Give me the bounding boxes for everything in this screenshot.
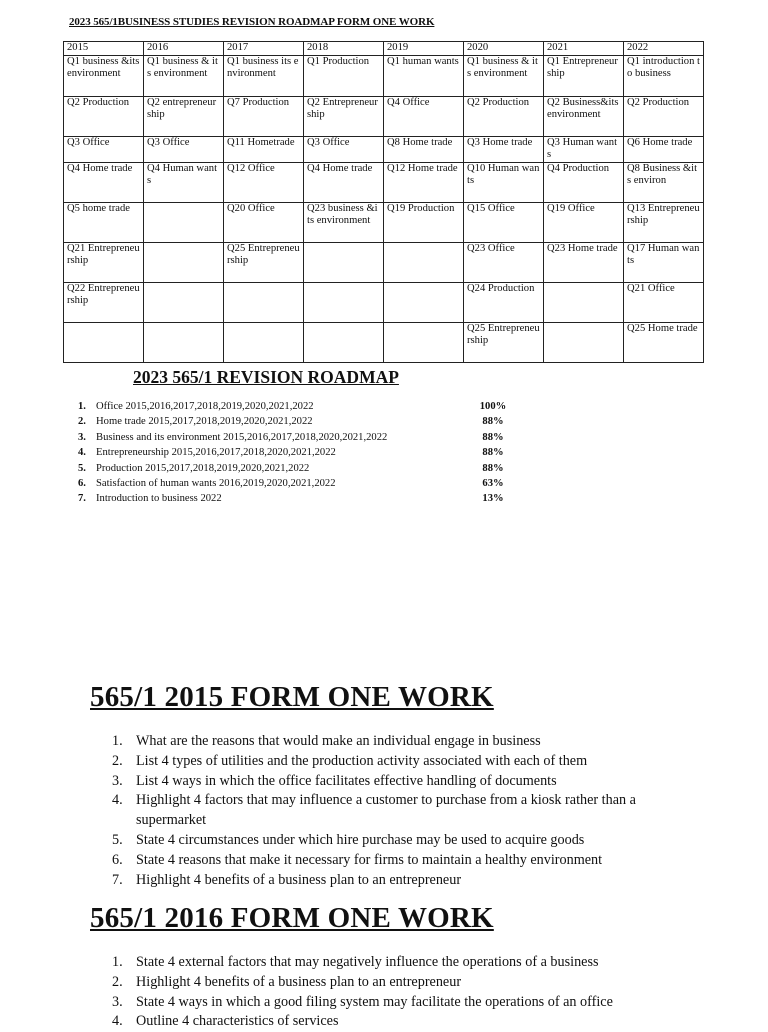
list-item: [78, 491, 518, 506]
table-cell: Q5 home trade: [64, 203, 144, 243]
question-text: What are the reasons that would make an individual engage in business: [136, 733, 541, 749]
table-cell: Q2 Entrepreneurship: [304, 97, 384, 137]
item-number: 1.: [78, 401, 86, 412]
question-text: Highlight 4 benefits of a business plan to an entrepreneur: [136, 871, 462, 888]
table-cell: [144, 243, 224, 283]
table-row: [64, 137, 704, 163]
table-cell: [224, 323, 304, 363]
question-list-2016: [112, 953, 672, 1032]
table-cell: Q7 Production: [224, 97, 304, 137]
table-cell: [224, 283, 304, 323]
table-cell: Q4 Home trade: [304, 163, 384, 203]
question-text: State 4 circumstances under which hire purchase may be used to acquire goods: [136, 831, 585, 848]
past-papers-table: [63, 41, 704, 363]
table-cell: Q20 Office: [224, 203, 304, 243]
table-cell: Q22 Entrepreneurship: [64, 283, 144, 323]
table-row: [64, 203, 704, 243]
item-percentage: 88%: [482, 462, 504, 474]
list-item: [78, 461, 518, 476]
table-header-row: [64, 42, 704, 56]
list-item: [78, 430, 518, 445]
list-item: [78, 399, 518, 414]
table-cell: [544, 283, 624, 323]
table-cell: Q6 Home trade: [624, 137, 704, 163]
list-item: [112, 993, 672, 1013]
table-cell: Q12 Home trade: [384, 163, 464, 203]
table-cell: Q3 Office: [304, 137, 384, 163]
item-percentage: 63%: [482, 478, 504, 490]
question-number: 3.: [112, 993, 123, 1010]
table-cell: Q1 business its environment: [224, 56, 304, 97]
list-item: [112, 772, 672, 792]
question-number: 2.: [112, 752, 123, 769]
table-cell: Q25 Entrepreneurship: [464, 323, 544, 363]
item-text: Entrepreneurship 2015,2016,2017,2018,2020,2021,2022: [96, 447, 336, 459]
table-cell: Q21 Office: [624, 283, 704, 323]
table-cell: Q2 Production: [624, 97, 704, 137]
column-header: 2017: [224, 42, 304, 56]
question-number: 3.: [112, 772, 123, 789]
column-header: 2018: [304, 42, 384, 56]
item-number: 3.: [78, 431, 86, 443]
table-cell: Q1 business &its environment: [64, 56, 144, 97]
question-text: Outline 4 characteristics of services: [136, 1013, 339, 1030]
column-header: 2020: [464, 42, 544, 56]
table-cell: [144, 323, 224, 363]
table-cell: Q3 Human wants: [544, 137, 624, 163]
list-item: [78, 445, 518, 460]
table-cell: Q8 Business &its environ: [624, 163, 704, 203]
table-cell: [144, 283, 224, 323]
table-row: [64, 56, 704, 97]
item-text: Satisfaction of human wants 2016,2019,2020,2021,2022: [96, 478, 336, 490]
column-header: 2022: [624, 42, 704, 56]
table-cell: Q23 Home trade: [544, 243, 624, 283]
table-row: [64, 283, 704, 323]
question-number: 2.: [112, 973, 123, 990]
item-number: 6.: [78, 478, 86, 490]
table-cell: Q1 Entrepreneurship: [544, 56, 624, 97]
column-header: 2016: [144, 42, 224, 56]
list-item: [112, 752, 672, 772]
question-number: 4.: [112, 792, 123, 809]
question-number: 5.: [112, 831, 123, 848]
list-item: [112, 871, 672, 891]
table-cell: Q1 introduction to business: [624, 56, 704, 97]
table-cell: [64, 323, 144, 363]
item-percentage: 13%: [482, 493, 504, 505]
table-cell: Q4 Office: [384, 97, 464, 137]
list-item: [112, 1012, 672, 1032]
question-text: Highlight 4 benefits of a business plan to an entrepreneur: [136, 973, 462, 990]
table-cell: Q10 Human wants: [464, 163, 544, 203]
table-cell: [384, 323, 464, 363]
item-text: Production 2015,2017,2018,2019,2020,2021,2022: [96, 462, 310, 474]
table-cell: Q2 Production: [464, 97, 544, 137]
item-percentage: 100%: [479, 401, 507, 412]
question-number: 6.: [112, 851, 123, 868]
table-cell: Q13 Entrepreneurship: [624, 203, 704, 243]
table-row: [64, 163, 704, 203]
table-cell: Q1 Production: [304, 56, 384, 97]
question-text: Highlight 4 factors that may influence a customer to purchase from a kiosk rather than a supermarket: [136, 792, 636, 829]
section-title-2015: 565/1 2015 FORM ONE WORK: [90, 681, 494, 713]
table-row: [64, 243, 704, 283]
table-cell: Q23 Office: [464, 243, 544, 283]
question-number: 7.: [112, 871, 123, 888]
list-item: [112, 791, 672, 831]
list-item: [112, 953, 672, 973]
table-row: [64, 323, 704, 363]
table-cell: [384, 283, 464, 323]
table-cell: Q4 Production: [544, 163, 624, 203]
table-cell: Q25 Entrepreneurship: [224, 243, 304, 283]
question-text: State 4 reasons that make it necessary for firms to maintain a healthy environment: [136, 851, 603, 868]
table-cell: Q4 Home trade: [64, 163, 144, 203]
list-item: [112, 831, 672, 851]
question-number: 4.: [112, 1013, 123, 1030]
list-item: [112, 973, 672, 993]
item-number: 7.: [78, 493, 86, 505]
question-number: 1.: [112, 733, 123, 749]
item-number: 5.: [78, 462, 86, 474]
question-text: State 4 external factors that may negatively influence the operations of a business: [136, 954, 599, 970]
item-text: Introduction to business 2022: [96, 493, 222, 505]
table-cell: Q8 Home trade: [384, 137, 464, 163]
list-item: [78, 476, 518, 491]
table-cell: Q1 business & its environment: [144, 56, 224, 97]
table-cell: [304, 323, 384, 363]
table-cell: Q3 Office: [144, 137, 224, 163]
table-cell: Q23 business &its environment: [304, 203, 384, 243]
table-cell: Q2 entrepreneurship: [144, 97, 224, 137]
question-number: 1.: [112, 954, 123, 970]
page-title: 2023 565/1BUSINESS STUDIES REVISION ROADMAP FORM ONE WORK: [69, 16, 435, 28]
table-cell: Q25 Home trade: [624, 323, 704, 363]
item-percentage: 88%: [482, 431, 504, 443]
table-cell: [144, 203, 224, 243]
table-cell: Q4 Human wants: [144, 163, 224, 203]
table-cell: Q1 human wants: [384, 56, 464, 97]
table-cell: Q15 Office: [464, 203, 544, 243]
table-row: [64, 97, 704, 137]
summary-title: 2023 565/1 REVISION ROADMAP: [133, 367, 399, 387]
item-text: Office 2015,2016,2017,2018,2019,2020,2021,2022: [96, 401, 314, 412]
list-item: [112, 732, 672, 752]
table-cell: Q11 Hometrade: [224, 137, 304, 163]
column-header: 2019: [384, 42, 464, 56]
table-cell: Q24 Production: [464, 283, 544, 323]
table-cell: Q3 Office: [64, 137, 144, 163]
item-number: 2.: [78, 416, 86, 428]
item-text: Business and its environment 2015,2016,2017,2018,2020,2021,2022: [96, 431, 388, 443]
item-percentage: 88%: [482, 416, 504, 428]
question-text: List 4 types of utilities and the production activity associated with each of them: [136, 752, 588, 769]
table-cell: Q2 Business&its environment: [544, 97, 624, 137]
table-cell: [304, 243, 384, 283]
column-header: 2015: [64, 42, 144, 56]
table-cell: Q21 Entrepreneurship: [64, 243, 144, 283]
list-item: [112, 851, 672, 871]
question-text: State 4 ways in which a good filing system may facilitate the operations of an office: [136, 993, 613, 1010]
table-cell: Q3 Home trade: [464, 137, 544, 163]
table-cell: [544, 323, 624, 363]
question-text: List 4 ways in which the office facilitates effective handling of documents: [136, 772, 557, 789]
item-number: 4.: [78, 447, 86, 459]
list-item: [78, 414, 518, 429]
item-percentage: 88%: [482, 447, 504, 459]
table-cell: Q12 Office: [224, 163, 304, 203]
column-header: 2021: [544, 42, 624, 56]
table-cell: Q17 Human wants: [624, 243, 704, 283]
table-cell: Q1 business & its environment: [464, 56, 544, 97]
table-cell: Q19 Production: [384, 203, 464, 243]
table-cell: [384, 243, 464, 283]
question-list-2015: [112, 732, 672, 890]
summary-list: [78, 399, 518, 507]
section-title-2016: 565/1 2016 FORM ONE WORK: [90, 902, 494, 934]
table-cell: Q2 Production: [64, 97, 144, 137]
table-cell: Q19 Office: [544, 203, 624, 243]
table-cell: [304, 283, 384, 323]
item-text: Home trade 2015,2017,2018,2019,2020,2021,2022: [96, 416, 313, 428]
